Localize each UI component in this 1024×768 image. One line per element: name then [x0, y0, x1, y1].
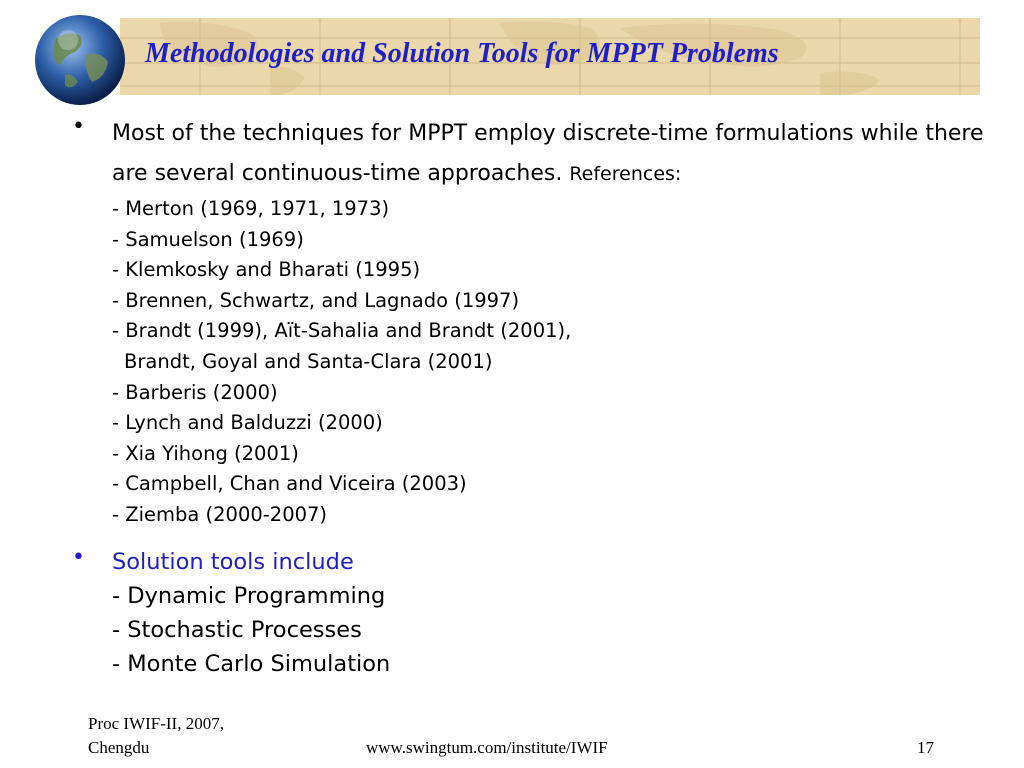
bullet-solution-tools: [62, 545, 1002, 681]
solution-tools-heading: Solution tools include: [112, 548, 354, 575]
footer-conference-line1: Proc IWIF-II, 2007,: [88, 714, 224, 733]
footer-conference: [88, 712, 288, 760]
reference-item: - Klemkosky and Bharati (1995): [112, 258, 421, 282]
reference-item: - Merton (1969, 1971, 1973): [112, 197, 390, 220]
reference-item: - Xia Yihong (2001): [112, 441, 299, 465]
slide-title: Methodologies and Solution Tools for MPPT Problems: [145, 38, 779, 69]
references-label: References:: [569, 163, 682, 185]
reference-item: - Campbell, Chan and Viceira (2003): [112, 472, 467, 496]
bullet-techniques-text: [112, 114, 1002, 194]
reference-item-continuation: Brandt, Goyal and Santa-Clara (2001): [124, 349, 493, 373]
slide-number: 17: [917, 738, 934, 757]
title-banner: [0, 0, 980, 95]
bullet-techniques: [62, 114, 1002, 531]
bullet-point-icon: •: [72, 544, 85, 570]
footer-conference-line2: Chengdu: [88, 738, 150, 757]
solution-tool-item: - Stochastic Processes: [112, 616, 362, 643]
reference-item: - Brandt (1999), Aït-Sahalia and Brandt (2001),: [112, 319, 572, 343]
reference-item: - Brennen, Schwartz, and Lagnado (1997): [112, 288, 520, 312]
footer-url: www.swingtum.com/institute/IWIF: [366, 738, 608, 757]
globe-icon: [30, 10, 130, 110]
bullet-point-icon: •: [72, 114, 85, 139]
solution-tool-item: - Monte Carlo Simulation: [112, 650, 391, 677]
slide-content: [62, 114, 1002, 681]
reference-item: - Barberis (2000): [112, 380, 278, 404]
techniques-statement: Most of the techniques for MPPT employ discrete-time formulations while there are several continuous-time approaches.: [112, 121, 984, 186]
reference-item: - Samuelson (1969): [112, 227, 304, 251]
solution-tool-item: - Dynamic Programming: [112, 582, 386, 609]
references-list: [112, 194, 1002, 531]
reference-item: - Lynch and Balduzzi (2000): [112, 411, 383, 435]
reference-item: - Ziemba (2000-2007): [112, 502, 328, 526]
